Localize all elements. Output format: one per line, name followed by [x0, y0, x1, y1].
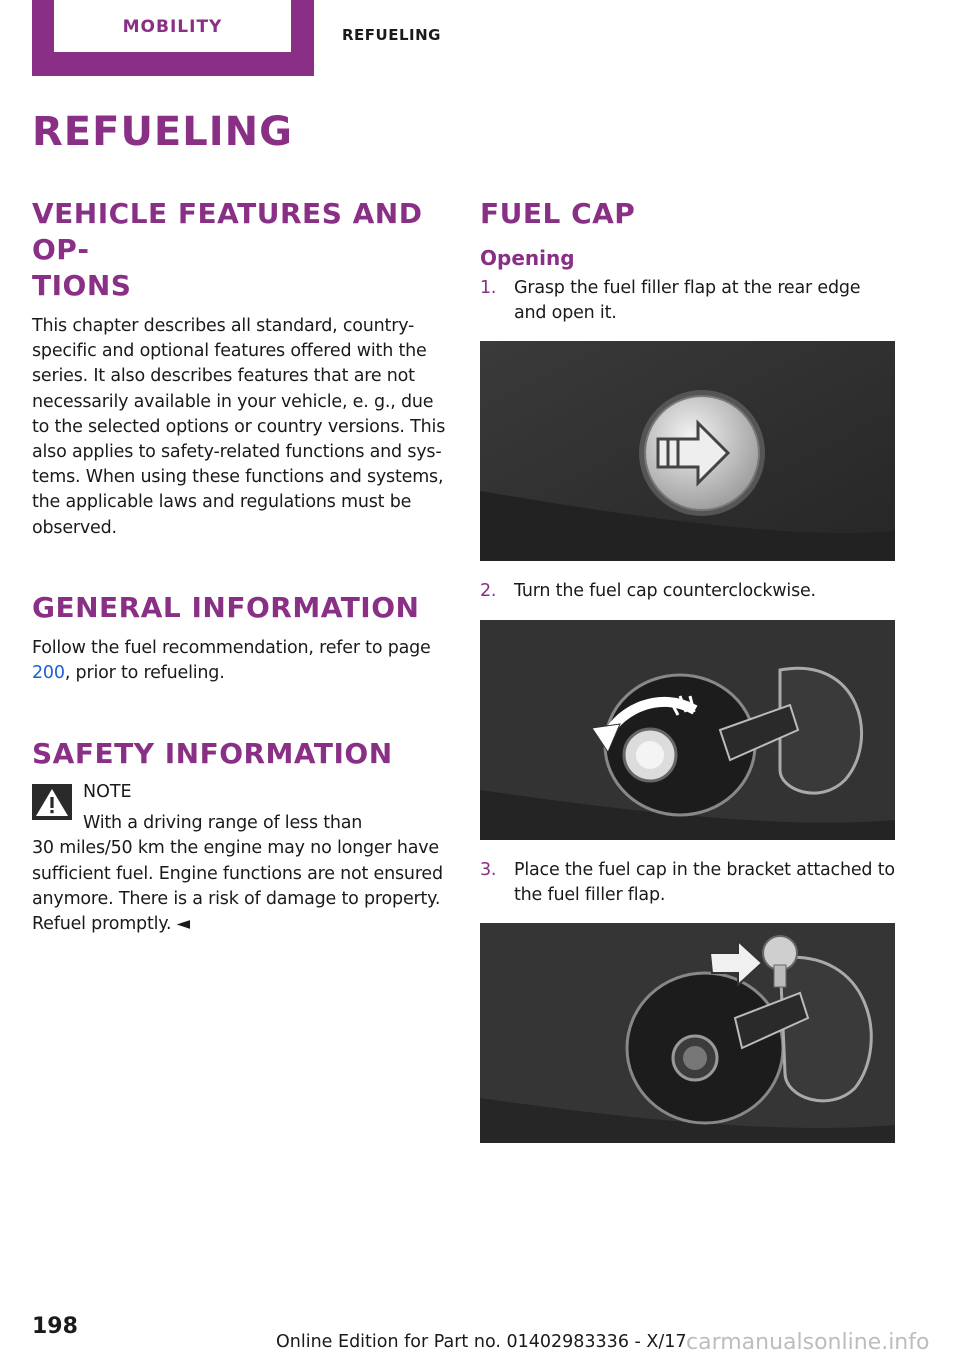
- header-tab: [32, 0, 314, 76]
- chapter-title: REFUELING: [32, 109, 293, 155]
- fuel-flap-figure: [480, 341, 895, 561]
- step-3-text: Place the fuel cap in the bracket attached to the fuel filler flap.: [514, 859, 895, 905]
- fuel-cap-turn-illustration: [480, 620, 895, 840]
- step-3: [480, 858, 896, 908]
- fuel-cap-heading: FUEL CAP: [480, 197, 636, 230]
- fuel-cap-turn-figure: [480, 620, 895, 840]
- safety-information-heading: SAFETY INFORMATION: [32, 737, 393, 771]
- vehicle-features-body: This chapter describes all standard, country-specific and optional features offered with the series. It also describes features that are not necessarily available in your vehicle, e. g., due to the selected options or country versions. This also applies to safety-related functions and sys‐tems. When using these functions and systems, the applicable laws and regulations must be observed.: [32, 316, 446, 538]
- general-text-before: Follow the fuel recommendation, refer to page: [32, 637, 431, 658]
- warning-triangle-icon: [32, 784, 72, 820]
- note-body: 30 miles/50 km the engine may no longer have sufficient fuel. Engine functions are not ensured anymore. There is a risk of damage to property. Refuel promptly. ◄: [32, 838, 443, 935]
- fuel-cap-bracket-figure: [480, 923, 895, 1143]
- vehicle-features-heading-line2: TIONS: [32, 269, 132, 302]
- step-1-number: 1.: [480, 278, 497, 298]
- vehicle-features-heading-line1: VEHICLE FEATURES AND OP‐: [32, 197, 423, 266]
- step-1: [480, 276, 896, 326]
- step-3-number: 3.: [480, 859, 497, 880]
- fuel-flap-illustration: [480, 341, 895, 561]
- header-tab-inner: [54, 0, 291, 52]
- note-label: NOTE: [83, 782, 132, 803]
- header-section-label: REFUELING: [342, 26, 441, 44]
- step-2-text: Turn the fuel cap counterclockwise.: [514, 581, 816, 602]
- general-information-heading: GENERAL INFORMATION: [32, 590, 420, 624]
- note-first-line: With a driving range of less than: [83, 813, 363, 834]
- step-2-number: 2.: [480, 581, 497, 602]
- step-2: [480, 579, 896, 604]
- watermark: carmanualsonline.info: [686, 1330, 930, 1355]
- general-information-body: [32, 636, 448, 686]
- note-block: [32, 780, 448, 937]
- left-column: [32, 196, 448, 937]
- general-text-after: , prior to refueling.: [64, 663, 225, 684]
- step-1-text: Grasp the fuel filler flap at the rear edge and open it.: [514, 278, 861, 324]
- page-200-link[interactable]: 200: [32, 663, 65, 684]
- fuel-cap-bracket-illustration: [480, 923, 895, 1143]
- page-number: 198: [32, 1314, 78, 1339]
- right-column: [480, 196, 896, 1143]
- opening-heading: Opening: [480, 246, 575, 270]
- edition-footer: Online Edition for Part no. 01402983336 - X/17: [276, 1332, 687, 1352]
- header-tab-label: MOBILITY: [122, 17, 223, 37]
- vehicle-features-heading: [32, 196, 448, 304]
